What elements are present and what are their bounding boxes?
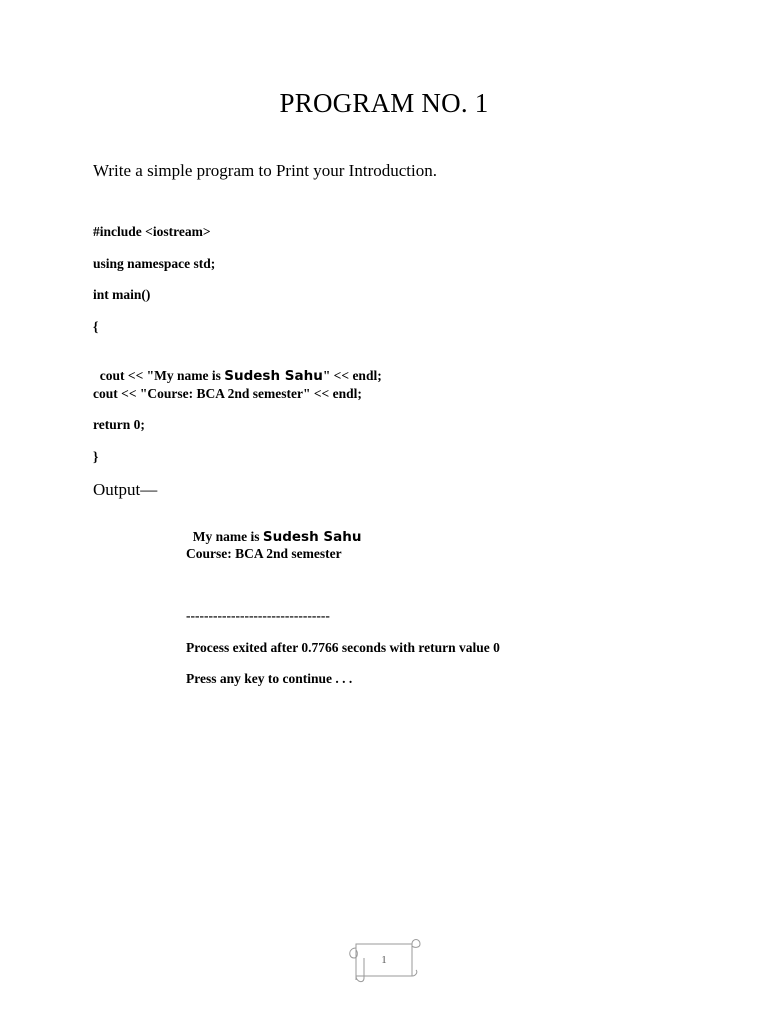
output-name-prefix: My name is [192,529,263,544]
output-line-process: Process exited after 0.7766 seconds with return value 0 [186,640,500,655]
page-number: 1 [381,954,387,966]
page-title: PROGRAM NO. 1 [279,88,489,118]
code-name-value: Sudesh Sahu [224,368,323,384]
output-heading: Output— [93,480,158,499]
output-separator: -------------------------------- [186,608,330,623]
question-text: Write a simple program to Print your Introduction. [93,161,437,180]
code-line-close-brace: } [93,449,99,464]
code-cout-prefix: cout << "My name is [99,368,225,383]
code-cout-suffix: " << endl; [322,368,382,383]
code-line-return: return 0; [93,417,145,432]
code-line-cout-name [93,352,382,384]
code-line-cout-course: cout << "Course: BCA 2nd semester" << endl; [93,386,362,401]
code-line-namespace: using namespace std; [93,256,216,271]
output-line-press-key: Press any key to continue . . . [186,671,353,686]
output-line-course: Course: BCA 2nd semester [186,546,342,561]
code-line-main: int main() [93,287,151,302]
code-line-include: #include <iostream> [93,224,211,239]
code-line-open-brace: { [93,319,99,334]
output-name-value: Sudesh Sahu [262,529,362,545]
output-line-name [186,513,361,545]
